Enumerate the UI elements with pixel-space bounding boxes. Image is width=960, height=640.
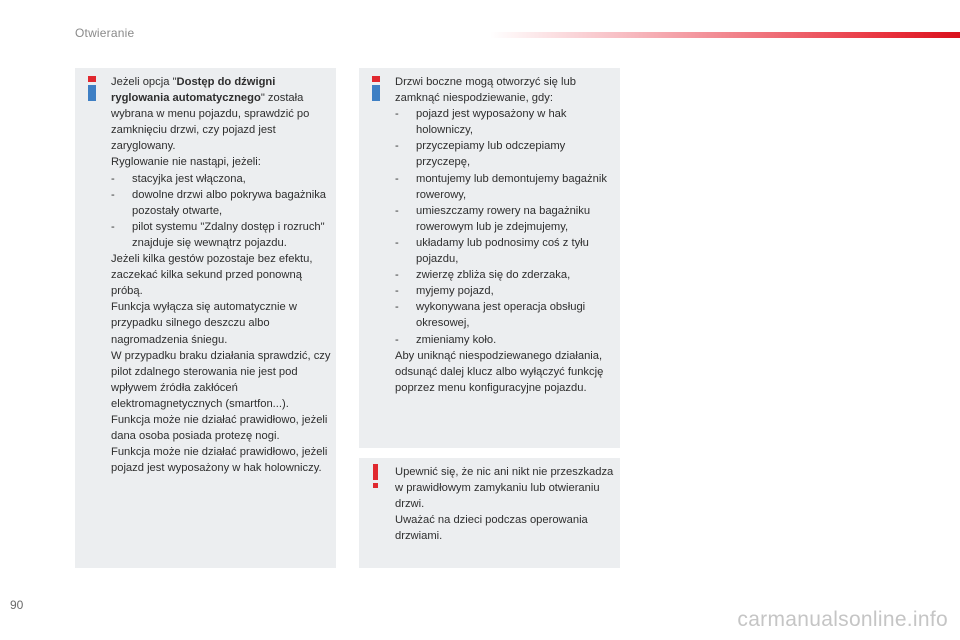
paragraph: Funkcja wyłącza się automatycznie w przypadku silnego deszczu albo nagromadzenia śniegu. — [111, 301, 297, 346]
info-icon — [85, 76, 99, 100]
header-accent-line — [490, 32, 960, 38]
info-box-left — [75, 68, 336, 568]
paragraph: Jeżeli kilka gestów pozostaje bez efektu, zaczekać kilka sekund przed ponowną próbą. — [111, 253, 313, 298]
info-icon — [369, 76, 383, 100]
outro-paragraph: Aby uniknąć niespodziewanego działania, odsunąć dalej klucz albo wyłączyć funkcję poprzez menu konfiguracyjne pojazdu. — [395, 349, 604, 394]
list-item: - dowolne drzwi albo pokrywa bagażnika pozostały otwarte, — [111, 187, 331, 219]
intro-paragraph: Jeżeli opcja "Dostęp do dźwigni ryglowania automatycznego" została wybrana w menu pojazdu, sprawdzić po zamknięciu drzwi, czy pojazd jest zaryglowany. — [111, 76, 310, 153]
list-item: - myjemy pojazd, — [395, 283, 615, 299]
paragraph: Funkcja może nie działać prawidłowo, jeżeli dana osoba posiada protezę nogi. — [111, 413, 328, 443]
list-item: - zwierzę zbliża się do zderzaka, — [395, 267, 615, 283]
list-item: - wykonywana jest operacja obsługi okresowej, — [395, 299, 615, 331]
watermark: carmanualsonline.info — [737, 608, 948, 631]
list-item: - przyczepiamy lub odczepiamy przyczepę, — [395, 138, 615, 170]
option-name: Dostęp do dźwigni ryglowania automatycznego — [111, 76, 276, 105]
paragraph: Uważać na dzieci podczas operowania drzwiami. — [395, 514, 588, 543]
list-item: - zmieniamy koło. — [395, 332, 615, 348]
situations-list — [395, 106, 615, 347]
list-item: - pojazd jest wyposażony w hak holowniczy, — [395, 106, 615, 138]
condition-intro: Ryglowanie nie nastąpi, jeżeli: — [111, 156, 261, 169]
info-box-right — [359, 68, 620, 448]
section-title: Otwieranie — [75, 26, 135, 40]
paragraph: Funkcja może nie działać prawidłowo, jeżeli pojazd jest wyposażony w hak holowniczy. — [111, 446, 328, 475]
info-box-left-content — [111, 74, 331, 476]
warning-box-content — [395, 464, 615, 544]
list-item: - układamy lub podnosimy coś z tyłu pojazdu, — [395, 235, 615, 267]
info-box-right-content — [395, 74, 615, 396]
paragraph: W przypadku braku działania sprawdzić, czy pilot zdalnego sterowania nie jest pod wpływem źródła zakłóceń elektromagnetycznych (smartfon...). — [111, 349, 331, 410]
warning-icon — [369, 464, 383, 490]
page-number: 90 — [10, 598, 24, 612]
list-item: - umieszczamy rowery na bagażniku rowerowym lub je zdejmujemy, — [395, 203, 615, 235]
list-item: - stacyjka jest włączona, — [111, 171, 331, 187]
intro-paragraph: Drzwi boczne mogą otworzyć się lub zamknąć niespodziewanie, gdy: — [395, 76, 576, 105]
list-item: - pilot systemu "Zdalny dostęp i rozruch" znajduje się wewnątrz pojazdu. — [111, 219, 331, 251]
conditions-list — [111, 171, 331, 251]
warning-box — [359, 458, 620, 568]
paragraph: Upewnić się, że nic ani nikt nie przeszkadza w prawidłowym zamykaniu lub otwieraniu drzwi. — [395, 466, 614, 511]
list-item: - montujemy lub demontujemy bagażnik rowerowy, — [395, 171, 615, 203]
